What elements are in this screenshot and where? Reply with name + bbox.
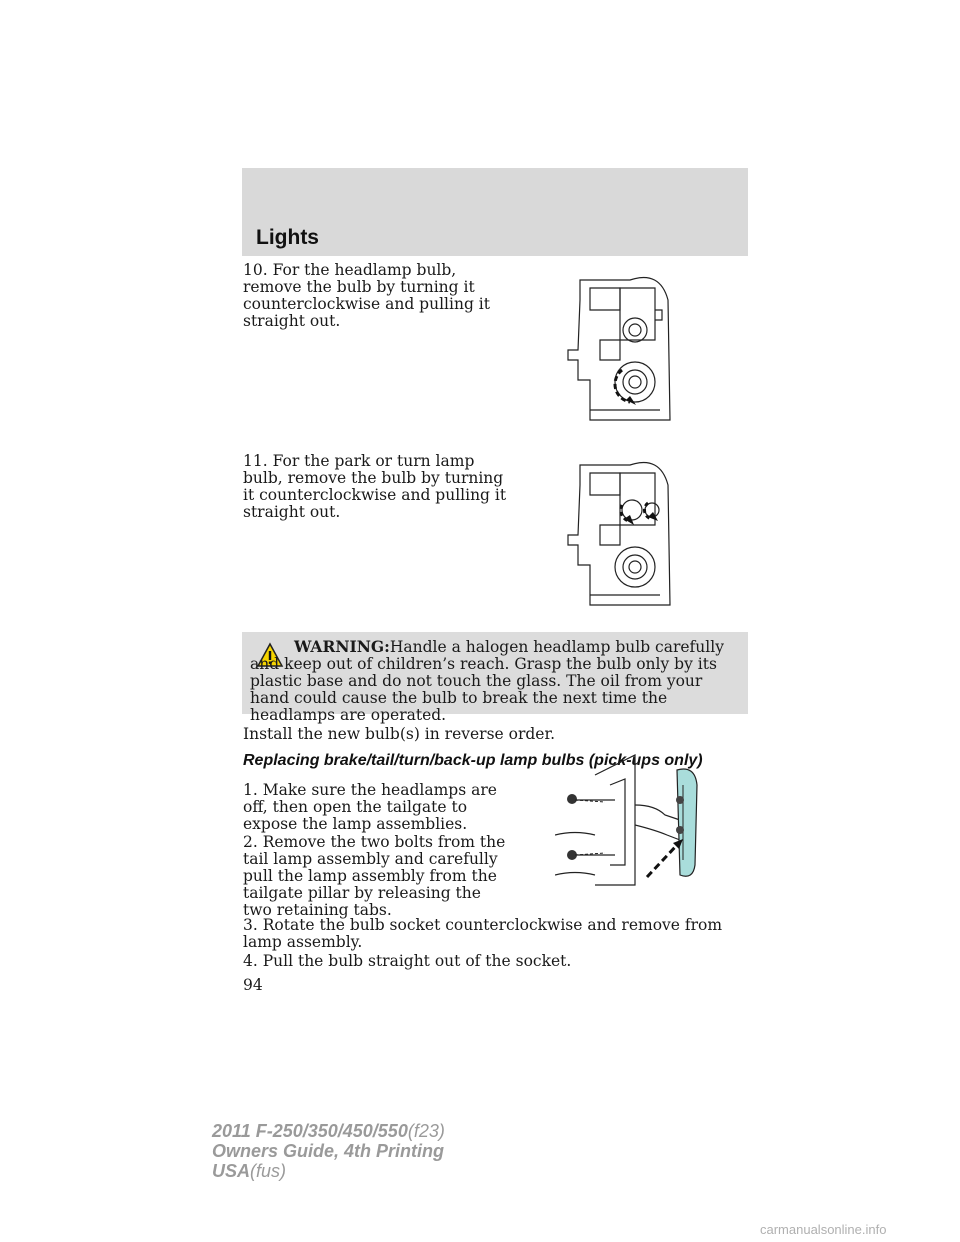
tail-step-3-text: 3. Rotate the bulb socket counterclockwise and remove from lamp assembly.	[243, 916, 723, 951]
footer-model: 2011 F-250/350/450/550	[212, 1121, 408, 1141]
warning-box	[242, 632, 748, 724]
footer-model-code: (f23)	[407, 1121, 445, 1141]
install-text: Install the new bulb(s) in reverse order.	[243, 725, 556, 743]
headlamp-bulb-removal-illustration	[560, 270, 680, 430]
warning-text	[250, 638, 742, 724]
section-header	[242, 168, 748, 256]
footer-market-code: (fus)	[250, 1161, 287, 1181]
tail-step-2-text: 2. Remove the two bolts from the tail lamp assembly and carefully pull the lamp assembly from the tailgate pillar by releasing the two retaining tabs.	[243, 833, 506, 919]
warning-label: WARNING:	[294, 637, 390, 656]
warning-body: Handle a halogen headlamp bulb carefully and keep out of children’s reach. Grasp the bulb only by its plastic base and do not touch the glass. The oil from your hand could cause the bulb to break the next time the headlamps are operated.	[250, 638, 724, 724]
footer	[212, 1121, 445, 1181]
park-turn-bulb-removal-illustration	[560, 455, 680, 615]
tail-lamp-removal-illustration	[555, 745, 705, 895]
step-11-text: 11. For the park or turn lamp bulb, remove the bulb by turning it counterclockwise and pulling it straight out.	[243, 452, 507, 521]
section-title: Lights	[256, 226, 319, 249]
footer-guide: Owners Guide, 4th Printing	[212, 1141, 445, 1161]
tail-step-1-text: 1. Make sure the headlamps are off, then open the tailgate to expose the lamp assemblies.	[243, 781, 497, 833]
page-number: 94	[243, 976, 263, 994]
step-10-text: 10. For the headlamp bulb, remove the bulb by turning it counterclockwise and pulling it straight out.	[243, 261, 490, 330]
watermark[interactable]: carmanualsonline.info	[760, 1222, 887, 1237]
subheading: Replacing brake/tail/turn/back-up lamp bulbs (pick-ups only)	[243, 752, 703, 769]
footer-market: USA	[212, 1161, 251, 1181]
tail-step-4-text: 4. Pull the bulb straight out of the socket.	[243, 952, 572, 970]
